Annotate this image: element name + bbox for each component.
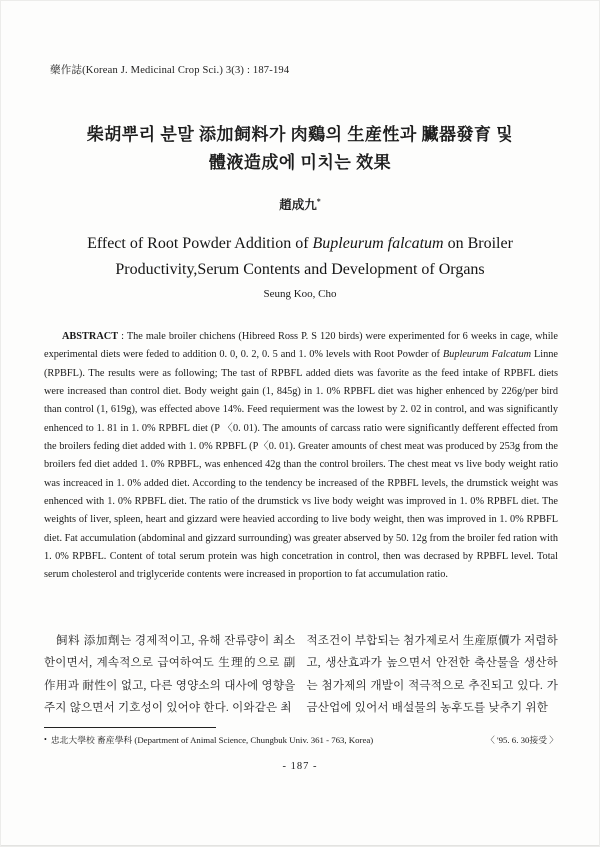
abstract-label: ABSTRACT xyxy=(62,331,119,342)
abstract-paragraph xyxy=(44,328,558,585)
introduction-left-column: 飼料 添加劑는 경제적이고, 유해 잔류량이 최소한이면서, 계속적으로 급여하여도 生理的으로 副作用과 耐性이 없고, 다른 영양소의 대사에 영향을 주지 않으면서 기호성이 있어야 한다. 이와같은 최 xyxy=(44,635,296,715)
footnote xyxy=(44,733,558,746)
journal-citation: 藥作誌(Korean J. Medicinal Crop Sci.) 3(3) : 187-194 xyxy=(50,65,290,76)
footnote-affiliation: 忠北大學校 畜産學科 (Department of Animal Science, Chungbuk Univ. 361 - 763, Korea) xyxy=(50,735,374,745)
abstract-species-name: Bupleurum Falcatum xyxy=(442,349,532,361)
footnote-received-date: 〈 '95. 6. 30接受 〉 xyxy=(486,735,558,745)
title-english-species-name: Bupleurum falcatum xyxy=(312,235,444,252)
abstract-text-part1: The male broiler chichens (Hibreed Ross P. S 120 birds) were experimented for 6 weeks in cage, while experimental diets were feded to addition 0. 0, 0. 2, 0. 5 and 1. 0% levels with Root Powder of xyxy=(44,331,558,361)
title-english xyxy=(0,231,600,283)
title-korean xyxy=(0,121,600,177)
author-korean xyxy=(0,195,600,213)
page-number: - 187 - xyxy=(282,761,318,772)
title-korean-line2: 體液造成에 미치는 效果 xyxy=(208,153,392,172)
author-affiliation-marker: * xyxy=(316,196,321,206)
introduction-right-column: 적조건이 부합되는 첨가제로서 生産原價가 저렴하고, 생산효과가 높으면서 안전한 축산물을 생산하는 첨가제의 개발이 적극적으로 추진되고 있다. 가금산업에 있어서 배설물의 농후도를 낮추기 위한 xyxy=(306,635,558,715)
author-english: Seung Koo, Cho xyxy=(263,288,337,300)
title-english-line1-pre: Effect of Root Powder Addition of xyxy=(87,235,313,252)
author-korean-name: 趙成九 xyxy=(279,198,317,212)
abstract-text-part2: Linne (RPBFL). The results were as following; The tast of RPBFL added diets was favorite as the feed intake of RPBFL diets were increased than control diet. Body weight gain (1, 845g) in 1. 0% RPBFL diet was higher enhenced by 226g/per bird than control (1, 619g), was effected above 14%. Feed requierment was the lowest by 2. 02 in control, and was significantly enhenced to 1. 81 in 1. 0% RPBFL diet (P 〈0. 01). The amounts of carcass ratio were significantly defferent effected from the broilers feding diet added with 1. 0% RPBFL (P〈0. 01). Greater amounts of chest meat was produced by 253g from the broilers fed diet added 1. 0% RPBFL, was enhenced 42g than the control broilers. The chest meat vs live body weight ratio was increaced in 1. 0% added diet. According to the tendency be increased of the RPBFL levels, the drumstick weight was enhenced with 1. 0% RPBFL diet. The ratio of the drumstick vs live body weight was improved in 1. 0% RPBFL diet. The weights of liver, spleen, heart and gizzard were heavied according to live body weight, then was improved in 1. 0% RPBFL diet. Fat accumulation (abdominal and gizzard surrounding) was greater abserved by 50. 12g from the broiler fed ration with 1. 0% RPBFL. Content of total serum protein was high concetration in control, then was decrased by RPBFL level. Total serum cholesterol and triglyceride contents were increased in proportion to fat accumulation ratio. xyxy=(44,349,558,581)
title-english-line1-post: on Broiler xyxy=(443,235,513,252)
title-korean-line1: 柴胡뿌리 분말 添加飼料가 肉鷄의 生産性과 臟器發育 및 xyxy=(86,125,514,144)
introduction-columns xyxy=(44,630,558,720)
footnote-divider xyxy=(44,727,216,728)
title-english-line1 xyxy=(0,231,600,257)
footnote-bullet: • xyxy=(44,735,47,744)
title-english-line2: Productivity,Serum Contents and Development of Organs xyxy=(115,261,485,278)
footnote-affiliation-group xyxy=(44,733,373,746)
abstract-separator: : xyxy=(118,331,127,342)
